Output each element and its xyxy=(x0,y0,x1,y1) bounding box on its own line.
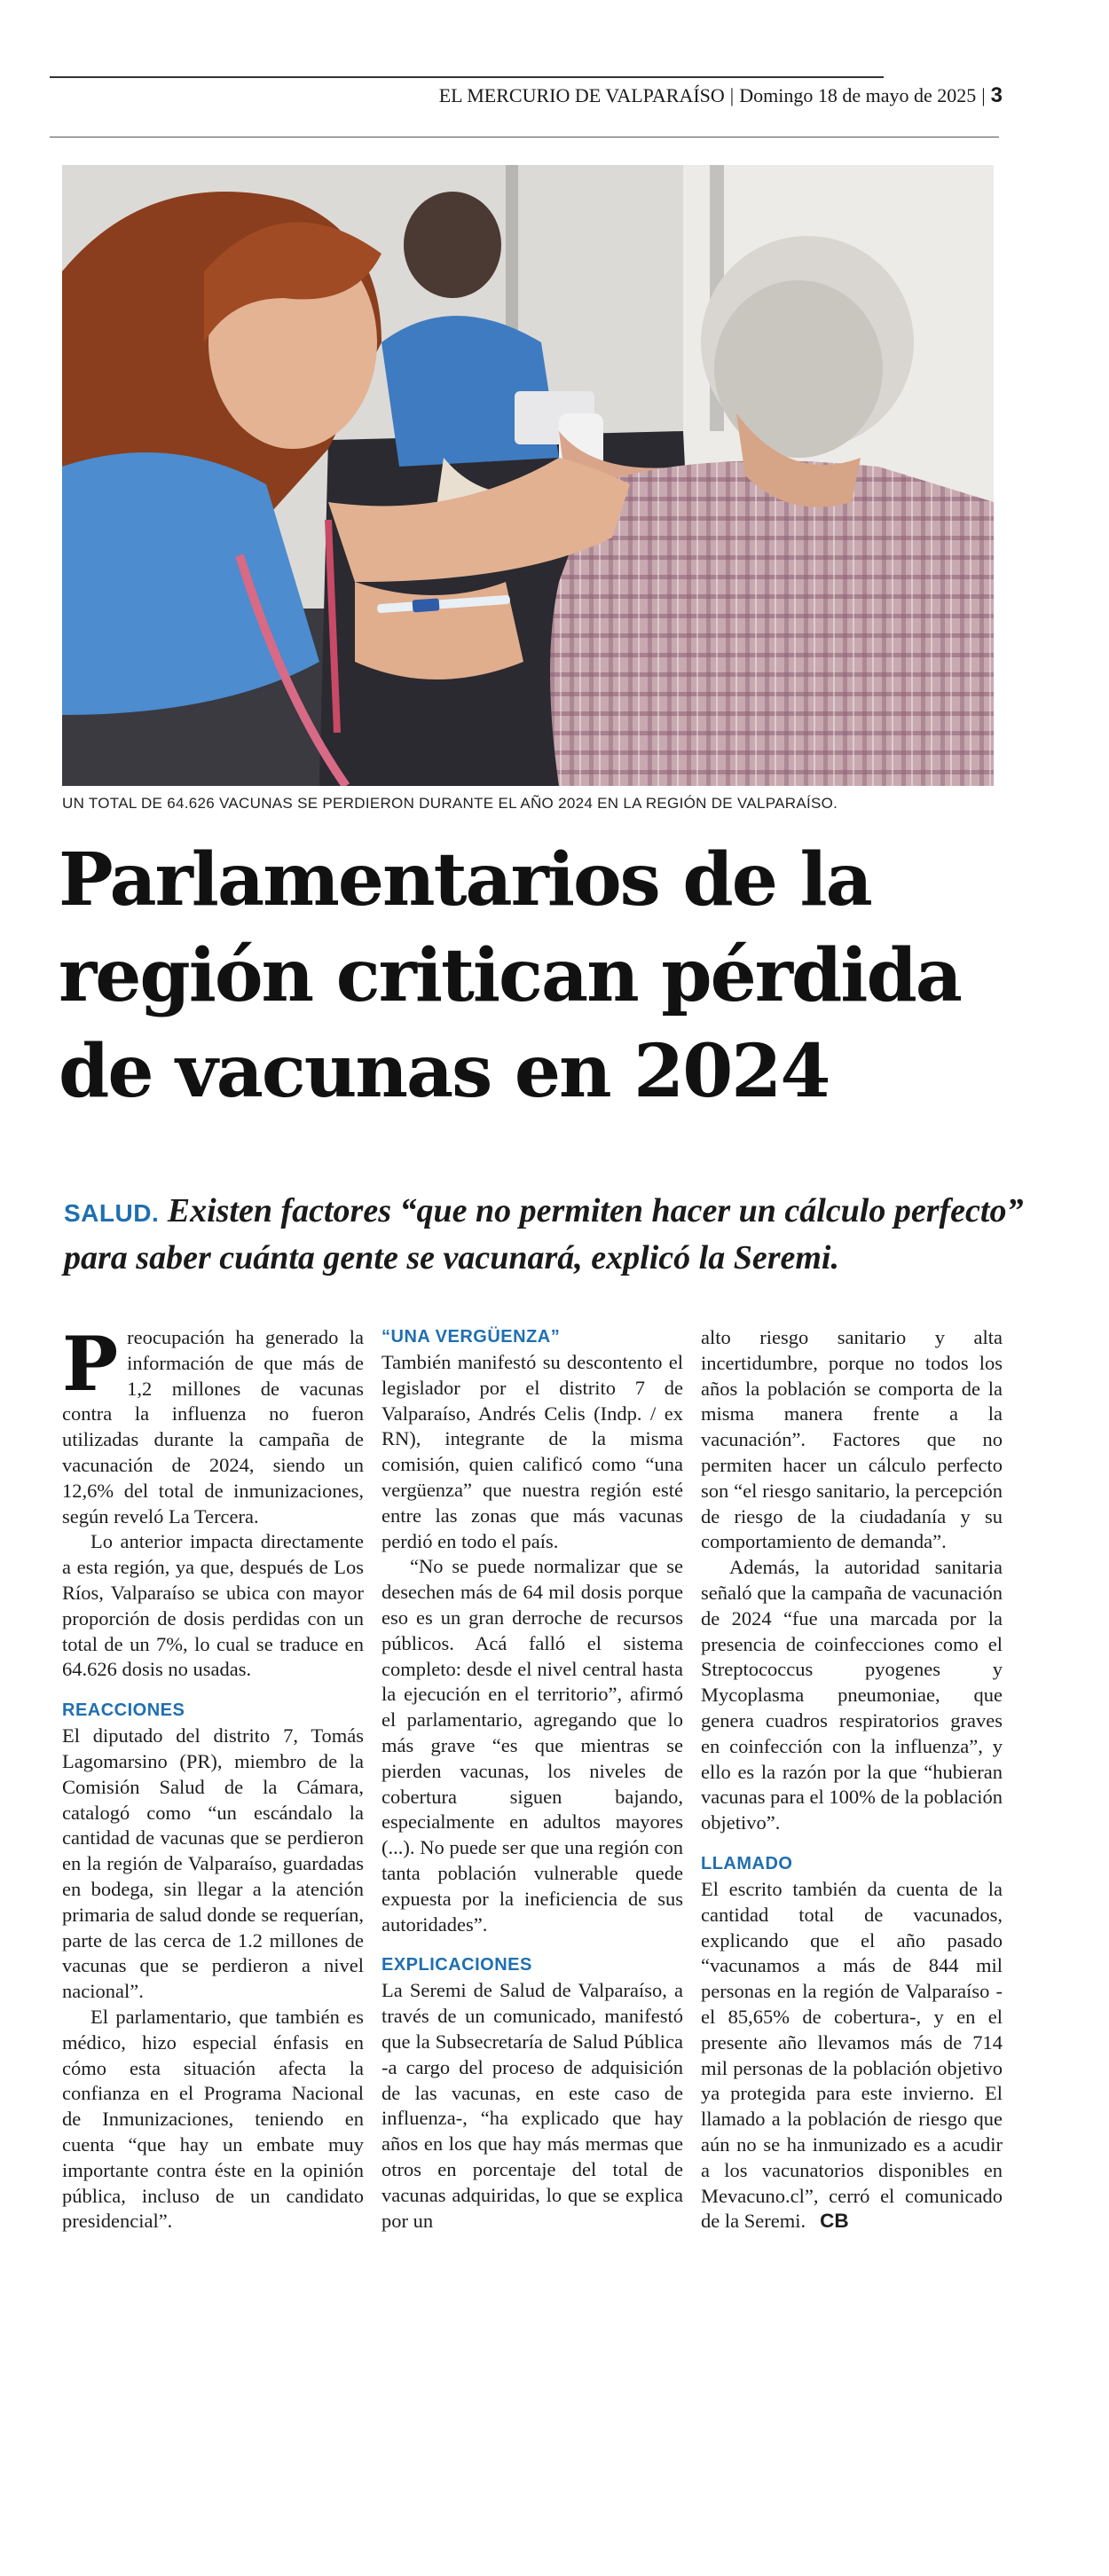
subhead-llamado: LLAMADO xyxy=(701,1853,793,1873)
body-column-3 xyxy=(701,1325,1003,2234)
body-paragraph: La Seremi de Salud de Valparaíso, a través de un comunicado, manifestó que la Subsecretaría de Salud Pública -a cargo del proceso de adquisición de las vacunas, en este caso de influenza-, “ha explicado que hay años en los que hay más mermas que otros en porcentaje del total de vacunas adquiridas, lo que se explica por un xyxy=(381,1979,683,2232)
running-head xyxy=(439,83,1003,108)
body-paragraph: Lo anterior impacta directamente a esta región, ya que, después de Los Ríos, Valparaíso se ubica con mayor proporción de dosis perdidas con un total de un 7%, lo cual se traduce en 64.626 dosis no usadas. xyxy=(62,1530,364,1681)
headline-line-3: de vacunas en 2024 xyxy=(59,1029,830,1114)
body-column-2 xyxy=(381,1325,683,2234)
body-paragraph: alto riesgo sanitario y alta incertidumbre, porque no todos los años la población se comporta de la misma manera frente a la vacunación”. Factores que no permiten hacer un cálculo perfecto son “el riesgo sanitario, la percepción de riesgo de la ciudadanía y su comportamiento de demanda”. xyxy=(701,1326,1003,1553)
top-rule xyxy=(50,76,884,78)
subhead-una-verguenza: “UNA VERGÜENZA” xyxy=(381,1327,561,1347)
photo-caption: UN TOTAL DE 64.626 VACUNAS SE PERDIERON DURANTE EL AÑO 2024 EN LA REGIÓN DE VALPARAÍSO. xyxy=(62,795,838,812)
header-separator: | xyxy=(729,84,735,106)
body-paragraph xyxy=(701,1877,1003,2234)
article-photo xyxy=(62,165,994,786)
body-paragraph xyxy=(62,1320,364,1529)
subhead-reacciones: REACCIONES xyxy=(62,1700,185,1721)
vaccination-photo-icon xyxy=(62,165,994,786)
dek-text: Existen factores “que no permiten hacer un cálculo perfecto” para saber cuánta gente se vacunará, explicó la Seremi. xyxy=(64,1192,1024,1276)
issue-date: Domingo 18 de mayo de 2025 xyxy=(739,84,977,106)
body-paragraph: El diputado del distrito 7, Tomás Lagomarsino (PR), miembro de la Comisión Salud de la Cámara, catalogó como “un escándalo la cantidad de vacunas que se perdieron en la región de Valparaíso, guardadas en bodega, sin llegar a la atención primaria de salud donde se requerían, parte de las cerca de 1.2 millones de vacunas que se perdieron a nivel nacional”. xyxy=(62,1724,364,2003)
newspaper-name: EL MERCURIO DE VALPARAÍSO xyxy=(438,84,725,106)
drop-cap: P xyxy=(62,1320,119,1408)
headline xyxy=(59,832,1034,1119)
end-mark: CB xyxy=(820,2210,849,2233)
dek xyxy=(64,1189,1040,1280)
body-paragraph: Además, la autoridad sanitaria señaló que la campaña de vacunación de 2024 “fue una marcada por la presencia de coinfecciones como el Streptococcus pyogenes y Mycoplasma pneumoniae, que genera cuadros respiratorios graves en coinfección con la influenza”, y ello es la razón por la que “hubieran vacunas para el 100% de la población objetivo”. xyxy=(701,1556,1003,1834)
body-paragraph: El parlamentario, que también es médico, hizo especial énfasis en cómo esta situación afecta la confianza en el Programa Nacional de Inmunizaciones, teniendo en cuenta “que hay un embate muy importante contra éste en la opinión pública, incluso de un candidato presidencial”. xyxy=(62,2005,364,2233)
section-label: SALUD. xyxy=(64,1199,160,1227)
subhead-explicaciones: EXPLICACIONES xyxy=(381,1955,532,1975)
headline-line-2: región critican pérdida xyxy=(59,933,961,1018)
body-paragraph: También manifestó su descontento el legislador por el distrito 7 de Valparaíso, Andrés Celis (Indp. / ex RN), integrante de la misma comisión, quien calificó como “una vergüenza” que nuestra región esté entre las zonas que más vacunas perdió en todo el país. xyxy=(381,1351,683,1552)
header-separator-2: | xyxy=(981,84,986,106)
body-column-1 xyxy=(62,1320,364,2234)
page-number: 3 xyxy=(990,83,1003,107)
lead-text: reocupación ha generado la información de que más de 1,2 millones de vacunas contra la influenza no fueron utilizadas durante la campaña de vacunación de 2024, siendo un 12,6% del total de inmunizaciones, según reveló La Tercera. xyxy=(62,1326,364,1528)
body-paragraph: “No se puede normalizar que se desechen más de 64 mil dosis porque eso es un gran derroche de recursos públicos. Acá falló el sistema completo: desde el nivel central hasta la ejecución en el territorio”, afirmó el parlamentario, agregando que lo más grave “es que mientras se pierden vacunas, los niveles de cobertura siguen bajando, especialmente en adultos mayores (...). No puede ser que una región con tanta población vulnerable quede expuesta por la ineficiencia de sus autoridades”. xyxy=(381,1555,683,1936)
closing-text: El escrito también da cuenta de la cantidad total de vacunados, explicando que el año pasado “vacunamos a más de 844 mil personas en la región de Valparaíso -el 85,65% de cobertura-, y en el presente año llevamos más de 714 mil personas de la población objetivo ya protegida para este invierno. El llamado a la población de riesgo que aún no se ha inmunizado es a acudir a los vacunatorios disponibles en Mevacuno.cl”, cerró el comunicado de la Seremi. xyxy=(701,1877,1003,2233)
headline-line-1: Parlamentarios de la xyxy=(59,837,871,923)
